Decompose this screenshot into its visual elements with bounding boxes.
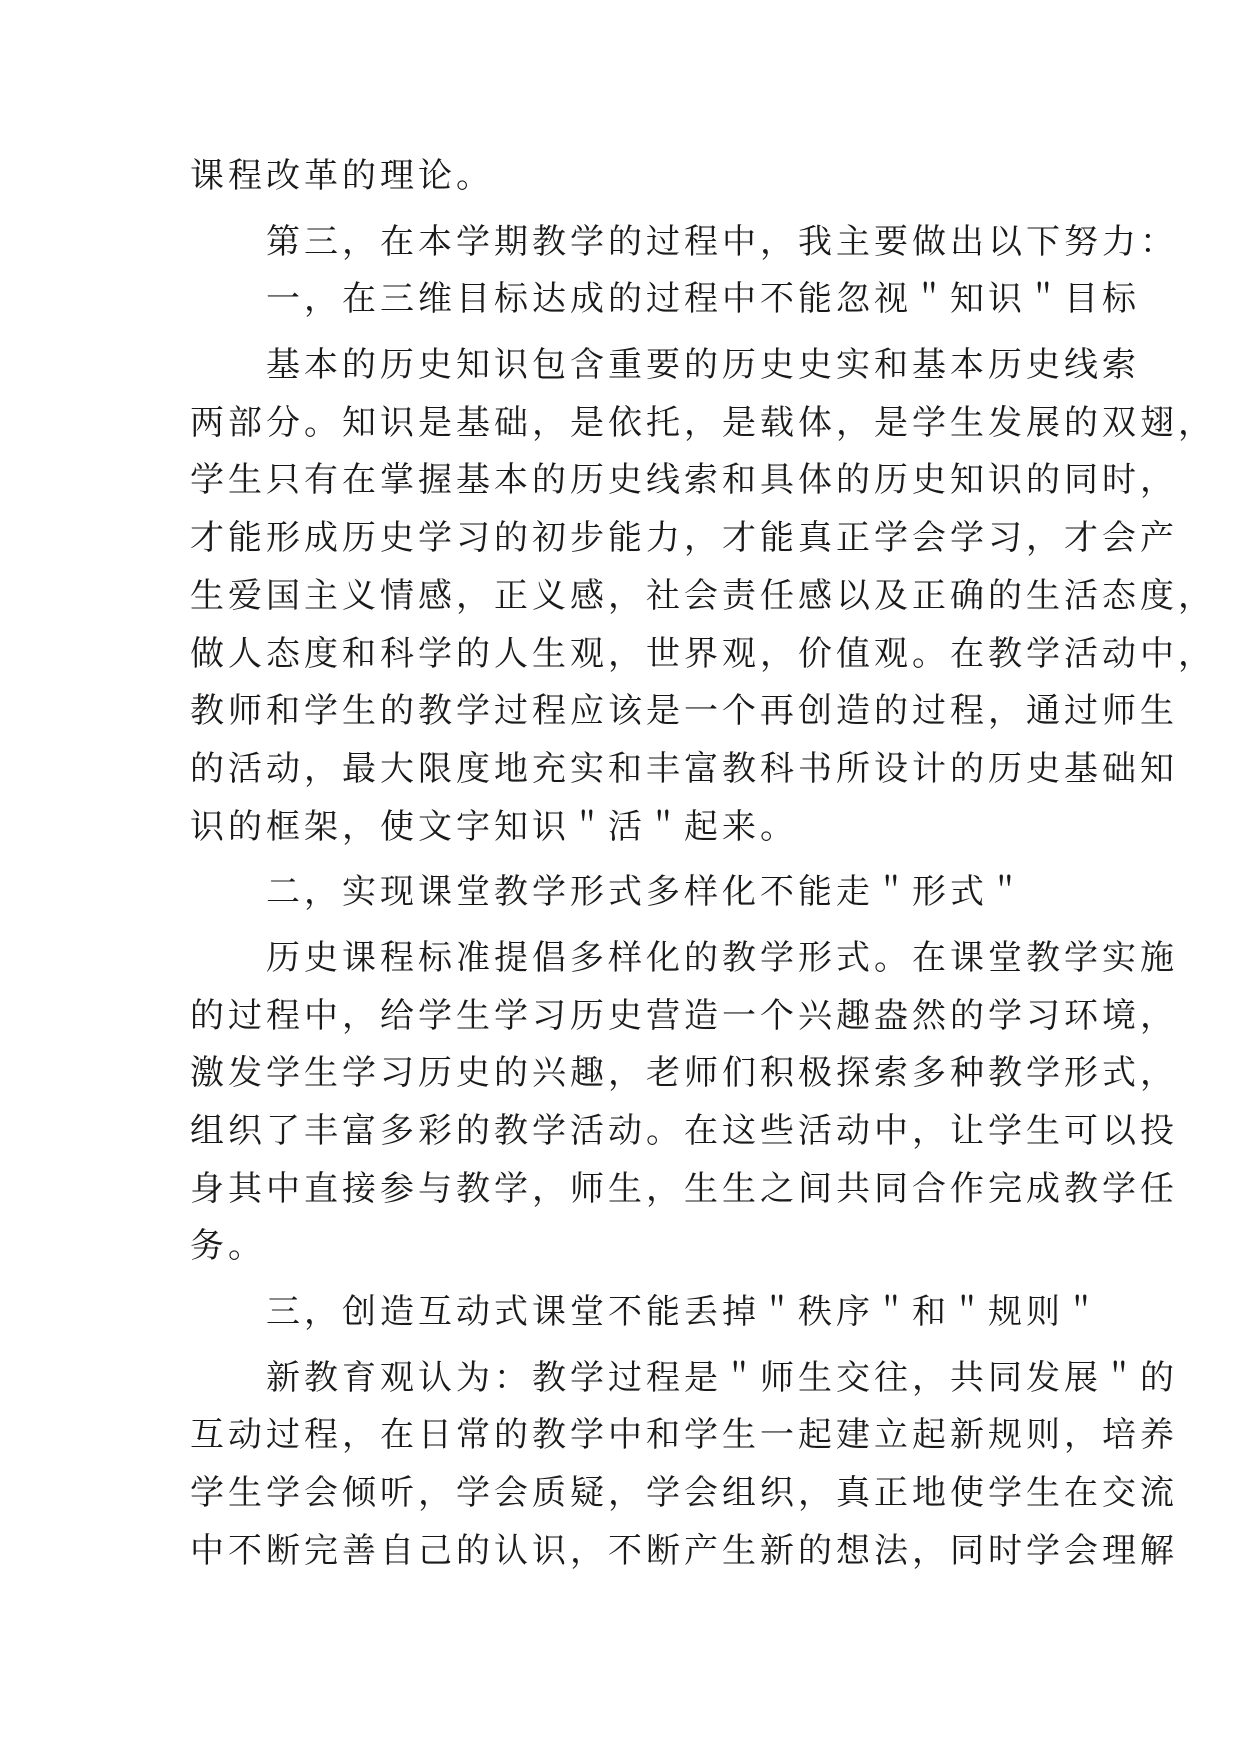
section-heading-2: 二，实现课堂教学形式多样化不能走＂形式＂: [266, 872, 1026, 913]
text-line: 的过程中，给学生学习历史营造一个兴趣盎然的学习环境，: [190, 995, 1178, 1036]
section-heading-1: 一，在三维目标达成的过程中不能忽视＂知识＂目标: [266, 279, 1140, 320]
text-line: 基本的历史知识包含重要的历史史实和基本历史线索: [266, 345, 1140, 386]
text-line: 学生学会倾听，学会质疑，学会组织，真正地使学生在交流: [190, 1473, 1178, 1514]
text-line: 新教育观认为：教学过程是＂师生交往，共同发展＂的: [266, 1357, 1178, 1398]
text-line: 组织了丰富多彩的教学活动。在这些活动中，让学生可以投: [190, 1111, 1178, 1151]
text-line: 识的框架，使文字知识＂活＂起来。: [190, 806, 798, 847]
text-line: 生爱国主义情感，正义感，社会责任感以及正确的生活态度，: [190, 575, 1216, 616]
document-body: [190, 148, 1216, 1581]
section-heading-3: 三，创造互动式课堂不能丢掉＂秩序＂和＂规则＂: [266, 1292, 1102, 1333]
text-line: 两部分。知识是基础，是依托，是载体，是学生发展的双翅，: [190, 402, 1216, 443]
text-line: 历史课程标准提倡多样化的教学形式。在课堂教学实施: [266, 937, 1178, 978]
text-line: 的活动，最大限度地充实和丰富教科书所设计的历史基础知: [190, 748, 1178, 789]
text-line: 中不断完善自己的认识，不断产生新的想法，同时学会理解: [190, 1530, 1178, 1571]
text-line: 互动过程，在日常的教学中和学生一起建立起新规则，培养: [190, 1415, 1178, 1456]
text-line: 身其中直接参与教学，师生，生生之间共同合作完成教学任: [190, 1168, 1178, 1209]
text-line: 教师和学生的教学过程应该是一个再创造的过程，通过师生: [190, 691, 1178, 732]
text-line: 才能形成历史学习的初步能力，才能真正学会学习，才会产: [190, 518, 1178, 559]
text-line: 激发学生学习历史的兴趣，老师们积极探索多种教学形式，: [190, 1053, 1178, 1094]
text-line: 务。: [190, 1226, 266, 1267]
text-line: 做人态度和科学的人生观，世界观，价值观。在教学活动中，: [190, 633, 1216, 674]
paragraph-heading: 第三，在本学期教学的过程中，我主要做出以下努力：: [266, 221, 1178, 262]
text-line: 课程改革的理论。: [190, 156, 494, 196]
text-line: 学生只有在掌握基本的历史线索和具体的历史知识的同时，: [190, 460, 1178, 501]
